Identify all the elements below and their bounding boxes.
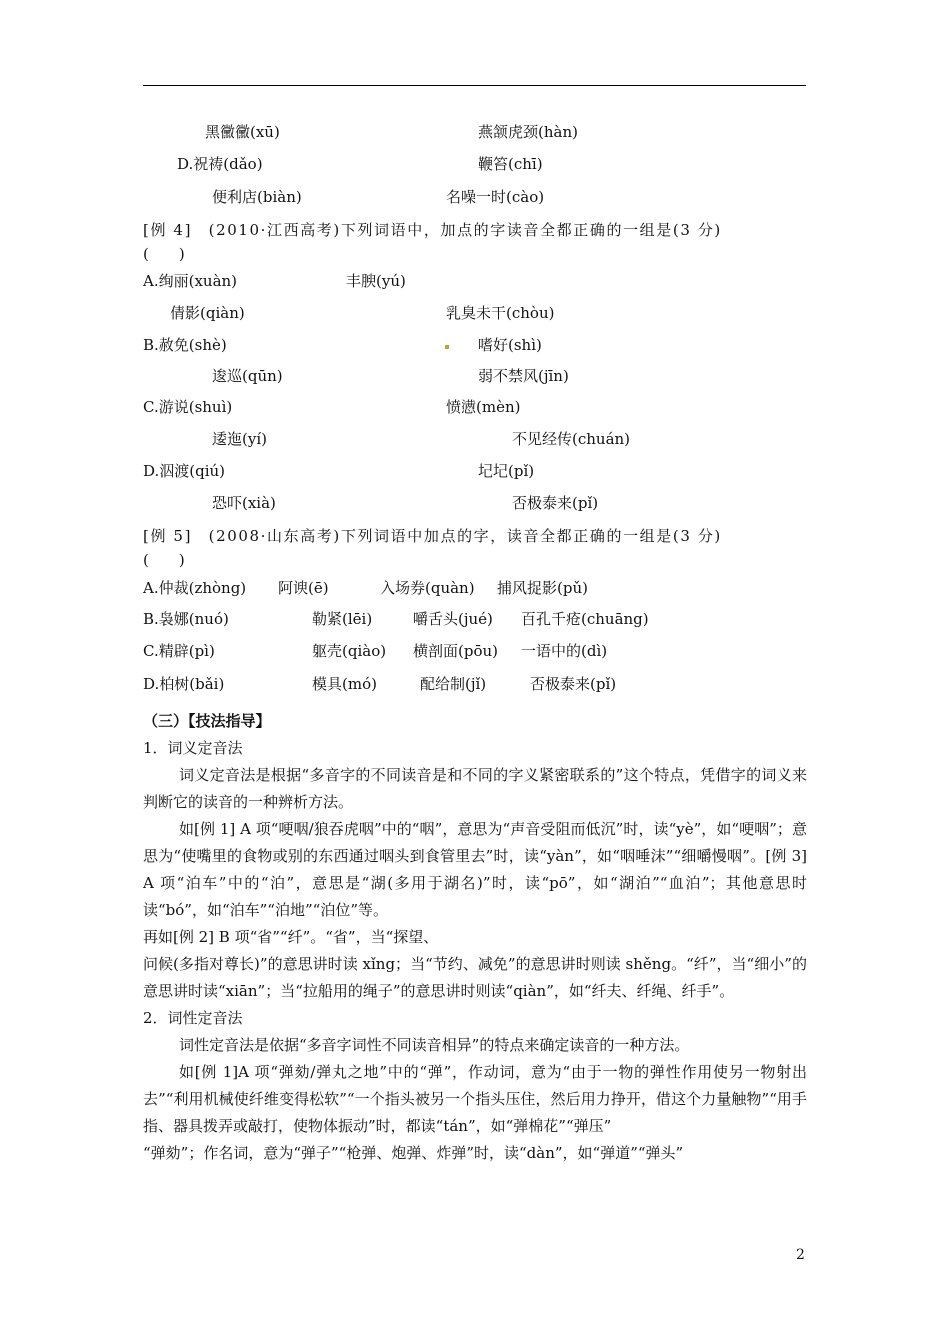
paragraph: 如[例 1] A 项“哽咽/狼吞虎咽”中的“咽”，意思为“声音受阻而低沉”时，读“yè”，如“哽咽”；意思为“使嘴里的食物或别的东西通过咽头到食管里去”时，读“yàn”，如“咽唾沫”“细嚼慢咽”。[例 3] A 项“泊车”中的“泊”，意思是“湖(多用于湖名)”时，读“pō”，如“湖泊”“血泊”；其他意思时读“bó”，如“泊车”“泊地”“泊位”等。 <box>143 820 807 919</box>
option-item: 一语中的(dì) <box>521 642 608 660</box>
option-item: 黑黴黴(xū) <box>205 123 280 141</box>
subsection-title: 1．词义定音法 <box>143 739 243 757</box>
paragraph: 词性定音法是依据“多音字词性不同读音相异”的特点来确定读音的一种方法。 <box>179 1036 690 1054</box>
option-item: 横剖面(pōu) <box>413 642 498 660</box>
option-item: A.绚丽(xuàn) <box>143 272 238 290</box>
option-item: C.精辟(pì) <box>143 642 215 660</box>
option-item: 否极泰来(pǐ) <box>530 675 617 693</box>
option-item: 燕颔虎颈(hàn) <box>478 123 578 141</box>
example5-paren: ( ) <box>143 551 185 569</box>
paragraph: 再如[例 2] B 项“省”“纤”。“省”，当“探望、 <box>143 928 439 946</box>
option-item: A.仲裁(zhòng) <box>143 579 247 597</box>
option-item: 丰腴(yú) <box>346 272 406 290</box>
option-item: 恐吓(xià) <box>212 494 276 512</box>
paragraph: 词义定音法是根据“多音字的不同读音是和不同的字义紧密联系的”这个特点，凭借字的词义来判断它的读音的一种辨析方法。 <box>143 766 807 811</box>
option-item: 不见经传(chuán) <box>512 430 631 448</box>
stray-mark <box>445 345 449 349</box>
paragraph: 如[例 1]A 项“弹劾/弹丸之地”中的“弹”，作动词，意为“由于一物的弹性作用使另一物射出去”“利用机械使纤维变得松软”“一个指头被另一个指头压住，然后用力挣开，借这个力量触物”“用手指、器具拨弄或敲打，使物体振动”时，都读“tán”，如“弹棉花”“弹压” <box>143 1063 807 1135</box>
section-heading: （三）【技法指导】 <box>143 712 271 730</box>
option-item: 否极泰来(pǐ) <box>512 494 599 512</box>
option-item: 乳臭未干(chòu) <box>446 304 555 322</box>
example4-stem: [例 4] (2010·江西高考)下列词语中，加点的字读音全都正确的一组是(3 分) <box>143 221 722 239</box>
paragraph: “弹劾”；作名词，意为“弹子”“枪弹、炮弹、炸弹”时，读“dàn”，如“弹道”“弹头” <box>143 1144 684 1162</box>
option-item: B.赦免(shè) <box>143 336 227 354</box>
option-item: 圮圮(pǐ) <box>478 462 535 480</box>
option-item: D.柏树(bǎi) <box>143 675 225 693</box>
option-item: 鞭笞(chī) <box>478 155 543 173</box>
option-item: 模具(mó) <box>312 675 377 693</box>
option-item: 名噪一时(cào) <box>446 188 545 206</box>
option-item: 百孔千疮(chuāng) <box>521 610 649 628</box>
option-item: 逶迤(yí) <box>212 430 267 448</box>
guide-section <box>143 708 807 1167</box>
example5-stem: [例 5] (2008·山东高考)下列词语中加点的字，读音全都正确的一组是(3 分) <box>143 527 722 545</box>
option-item: D.泅渡(qiú) <box>143 462 226 480</box>
option-item: 弱不禁风(jīn) <box>478 367 569 385</box>
page-number: 2 <box>796 1247 805 1263</box>
option-item: 愤懑(mèn) <box>446 398 521 416</box>
subsection-title: 2．词性定音法 <box>143 1009 243 1027</box>
option-item: 便利店(biàn) <box>212 188 302 206</box>
option-item: 嗜好(shì) <box>478 336 542 354</box>
option-item: 入场券(quàn) <box>380 579 475 597</box>
paragraph: 问候(多指对尊长)”的意思讲时读 xǐng；当“节约、减免”的意思讲时则读 shěng。“纤”，当“细小”的意思讲时读“xiān”；当“拉船用的绳子”的意思讲时则读“qiàn”，如“纤夫、纤绳、纤手”。 <box>143 955 807 1000</box>
header-rule <box>143 85 806 86</box>
option-item: C.游说(shuì) <box>143 398 233 416</box>
option-item: 阿谀(ē) <box>278 579 329 597</box>
option-item: D.祝祷(dǎo) <box>177 155 263 173</box>
example4-paren: ( ) <box>143 245 185 263</box>
option-item: 捕风捉影(pǔ) <box>497 579 588 597</box>
option-item: 嚼舌头(jué) <box>413 610 493 628</box>
option-item: 倩影(qiàn) <box>170 304 245 322</box>
option-item: 逡巡(qūn) <box>212 367 283 385</box>
option-item: 勒紧(lēi) <box>312 610 373 628</box>
option-item: B.袅娜(nuó) <box>143 610 229 628</box>
option-item: 躯壳(qiào) <box>312 642 387 660</box>
option-item: 配给制(jǐ) <box>420 675 487 693</box>
